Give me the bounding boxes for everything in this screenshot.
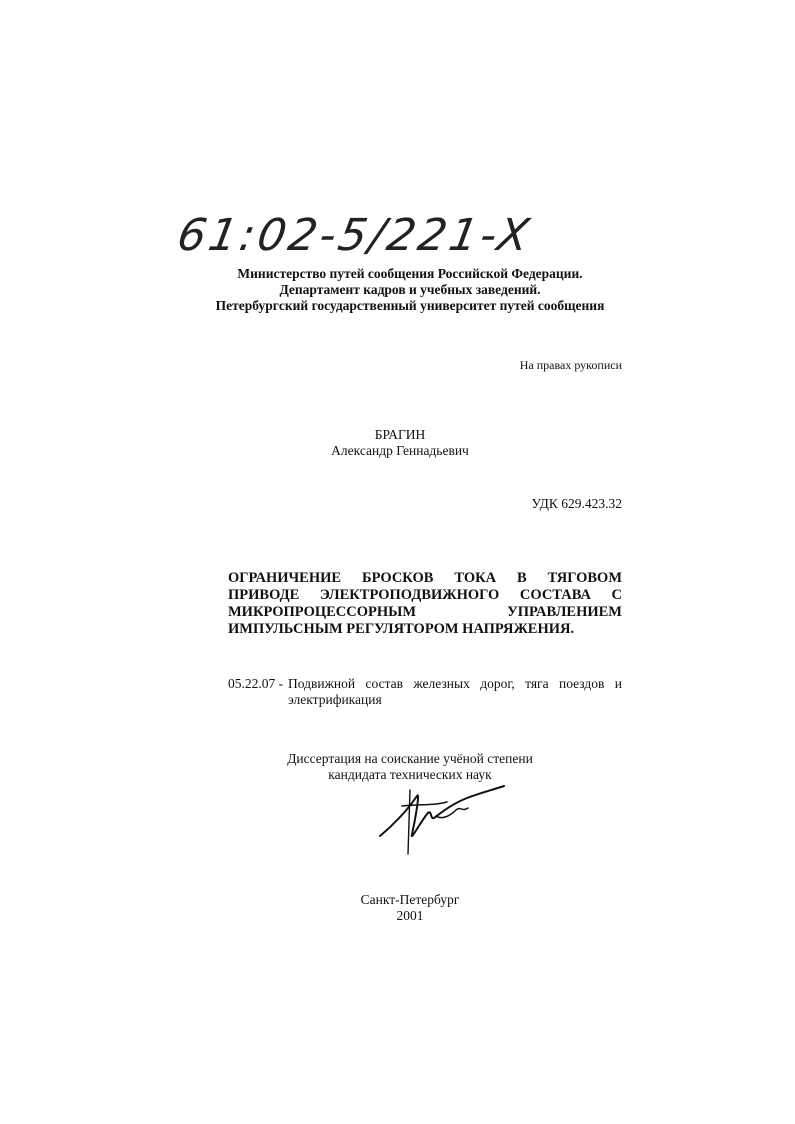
title-line: МИКРОПРОЦЕССОРНЫМ УПРАВЛЕНИЕМ	[228, 604, 622, 620]
title-line: ОГРАНИЧЕНИЕ БРОСКОВ ТОКА В ТЯГОВОМ	[228, 570, 622, 586]
city: Санкт-Петербург	[360, 892, 460, 907]
ministry-heading: Министерство путей сообщения Российской Федерации.	[237, 266, 583, 281]
author-given-names: Александр Геннадьевич	[331, 443, 469, 458]
title-line: ИМПУЛЬСНЫМ РЕГУЛЯТОРОМ НАПРЯЖЕНИЯ.	[228, 621, 575, 637]
degree-line-1: Диссертация на соискание учёной степени	[287, 751, 533, 766]
udc-code: УДК 629.423.32	[531, 496, 622, 511]
manuscript-rights-note: На правах рукописи	[519, 358, 622, 372]
degree-line-2: кандидата технических наук	[328, 767, 492, 782]
dissertation-title	[228, 570, 622, 638]
year: 2001	[396, 908, 424, 923]
author-surname: БРАГИН	[374, 427, 426, 442]
title-line: ПРИВОДЕ ЭЛЕКТРОПОДВИЖНОГО СОСТАВА С	[228, 587, 622, 603]
author-signature	[372, 776, 512, 856]
specialty-description: Подвижной состав железных дорог, тяга поездов и электрификация	[288, 676, 622, 707]
university-heading: Петербургский государственный университет путей сообщения	[215, 298, 605, 313]
department-heading: Департамент кадров и учебных заведений.	[279, 282, 541, 297]
handwritten-archive-code: 61:02-5/221-X	[173, 210, 536, 261]
specialty-code: 05.22.07 -	[228, 676, 284, 691]
